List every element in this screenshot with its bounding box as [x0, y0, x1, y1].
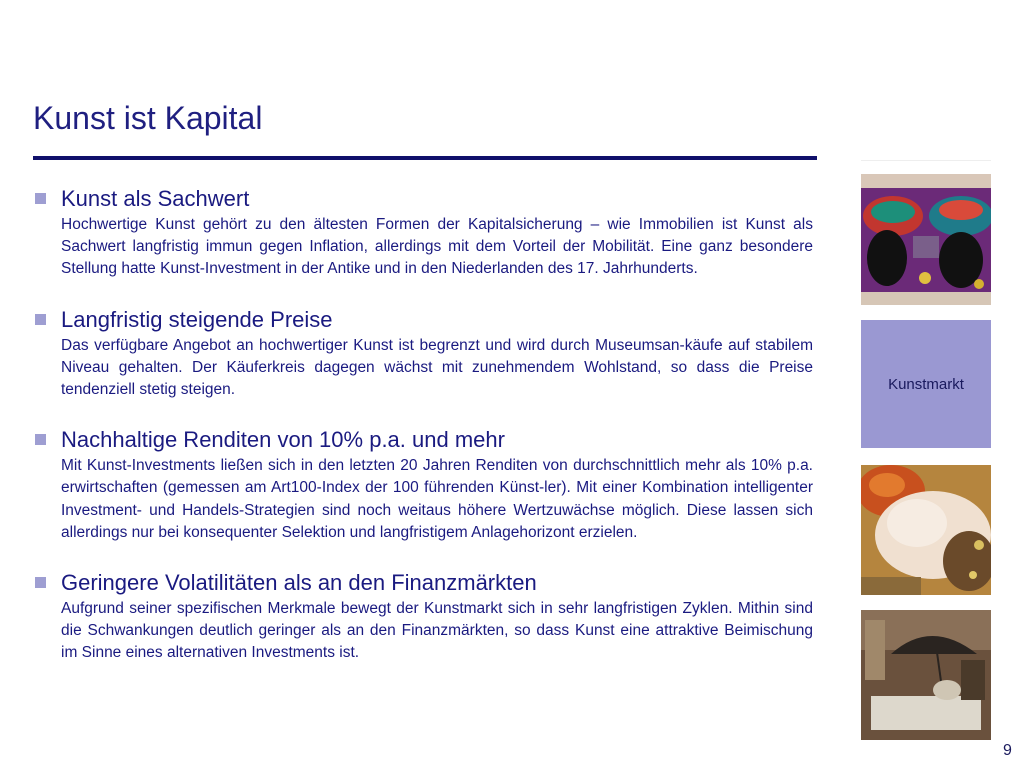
section-volatilitaet — [33, 568, 813, 665]
section-heading: Geringere Volatilitäten als an den Finanzmärkten — [61, 570, 537, 596]
square-bullet-icon — [35, 577, 46, 588]
section-sachwert — [33, 184, 813, 281]
content-area — [33, 184, 813, 689]
square-bullet-icon — [35, 314, 46, 325]
section-body: Das verfügbare Angebot an hochwertiger Kunst ist begrenzt und wird durch Museumsan-käufe auf stabilem Niveau gehalten. Der Käuferkreis dagegen wächst mit zunehmendem Wohlstand, so dass die Preise tendenziell stetig steigen. — [61, 336, 813, 399]
square-bullet-icon — [35, 434, 46, 445]
kunstmarkt-label-box — [861, 320, 991, 448]
page-number: 9 — [1003, 742, 1012, 759]
section-renditen — [33, 425, 813, 544]
square-bullet-icon — [35, 193, 46, 204]
section-body: Mit Kunst-Investments ließen sich in den letzten 20 Jahren Renditen von durchschnittlich mehr als 10% p.a. erwirtschaften (gemessen am Art100-Index der 100 führenden Künst-ler). Mit einer Kombination intelligenter Investment- und Handels-Strategien sind noch weitaus höhere Wertzuwächse möglich. Diese lassen sich allerdings nur bei konsequenter Selektion und langfristigem Anlagehorizont erzielen. — [61, 457, 813, 541]
painting-women-turbans-image — [861, 174, 991, 305]
section-body: Aufgrund seiner spezifischen Merkmale bewegt der Kunstmarkt sich in sehr langfristigen Zyklen. Mithin sind die Schwankungen deutlich geringer als an den Finanzmärkten, so dass Kunst eine attraktive Beimischung im Sinne eines alternativen Investments ist. — [61, 600, 813, 662]
section-preise — [33, 305, 813, 402]
section-heading: Langfristig steigende Preise — [61, 306, 333, 332]
slide-title: Kunst ist Kapital — [33, 100, 263, 136]
section-body: Hochwertige Kunst gehört zu den ältesten Formen der Kapitalsicherung – wie Immobilien ist Kunst als Sachwert langfristig immun gegen Inflation, allerdings mit dem Vorteil der Mobilität. Eine ganz besondere Stellung hatte Kunst-Investment in der Antike und in den Niederlanden des 17. Jahrhunderts. — [61, 216, 813, 278]
kunstmarkt-label: Kunstmarkt — [888, 375, 964, 393]
painting-danae-image — [861, 465, 991, 595]
section-heading: Nachhaltige Renditen von 10% p.a. und mehr — [61, 427, 505, 453]
painting-poor-poet-image — [861, 610, 991, 740]
sidebar-divider — [861, 160, 991, 161]
title-underline — [33, 156, 817, 160]
section-heading: Kunst als Sachwert — [61, 186, 250, 211]
